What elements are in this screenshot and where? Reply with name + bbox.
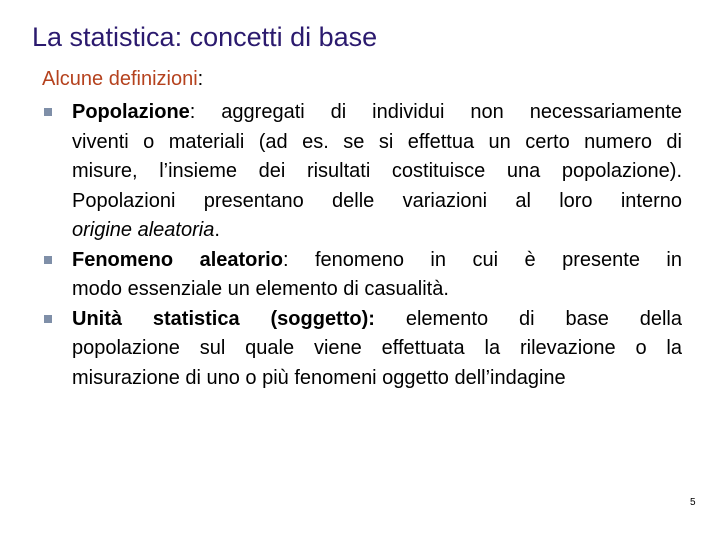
square-bullet-icon xyxy=(44,315,52,323)
subtitle-text: Alcune definizioni xyxy=(42,68,198,90)
definition-text: elemento di base della xyxy=(374,307,682,330)
definition-popolazione xyxy=(42,98,682,246)
slide-subtitle xyxy=(42,68,203,91)
definition-unita-statistica xyxy=(42,305,682,394)
definition-line: modo essenziale un elemento di casualità. xyxy=(72,278,449,300)
slide-title: La statistica: concetti di base xyxy=(32,22,378,52)
definition-text: : fenomeno in cui è presente in xyxy=(282,248,682,271)
subtitle-colon: : xyxy=(197,68,204,90)
definitions-list xyxy=(42,98,682,393)
line-end: . xyxy=(214,219,220,241)
definition-line: viventi o materiali (ad es. se si effettua un certo numero di xyxy=(72,130,682,153)
definition-text: : aggregati di individui non necessariamente xyxy=(189,101,682,123)
definition-line: misure, l’insieme dei risultati costituisce una popolazione). xyxy=(72,160,682,182)
definition-term: Popolazione xyxy=(72,101,190,123)
definition-line: misurazione di uno o più fenomeni oggetto dell’indagine xyxy=(72,366,566,389)
square-bullet-icon xyxy=(44,256,52,264)
definition-fenomeno-aleatorio xyxy=(42,246,682,305)
definition-line xyxy=(72,216,682,246)
definition-term: Fenomeno aleatorio xyxy=(72,248,283,271)
definition-line xyxy=(72,305,682,335)
page-number: 5 xyxy=(690,497,696,508)
definition-term: Unità statistica (soggetto): xyxy=(72,307,375,330)
italic-term: origine aleatoria xyxy=(72,219,215,241)
definition-line: Popolazioni presentano delle variazioni al loro interno xyxy=(72,189,682,212)
definition-line: popolazione sul quale viene effettuata la rilevazione o la xyxy=(72,337,682,359)
square-bullet-icon xyxy=(44,108,52,116)
definition-line xyxy=(72,246,682,276)
definition-line xyxy=(72,98,682,128)
